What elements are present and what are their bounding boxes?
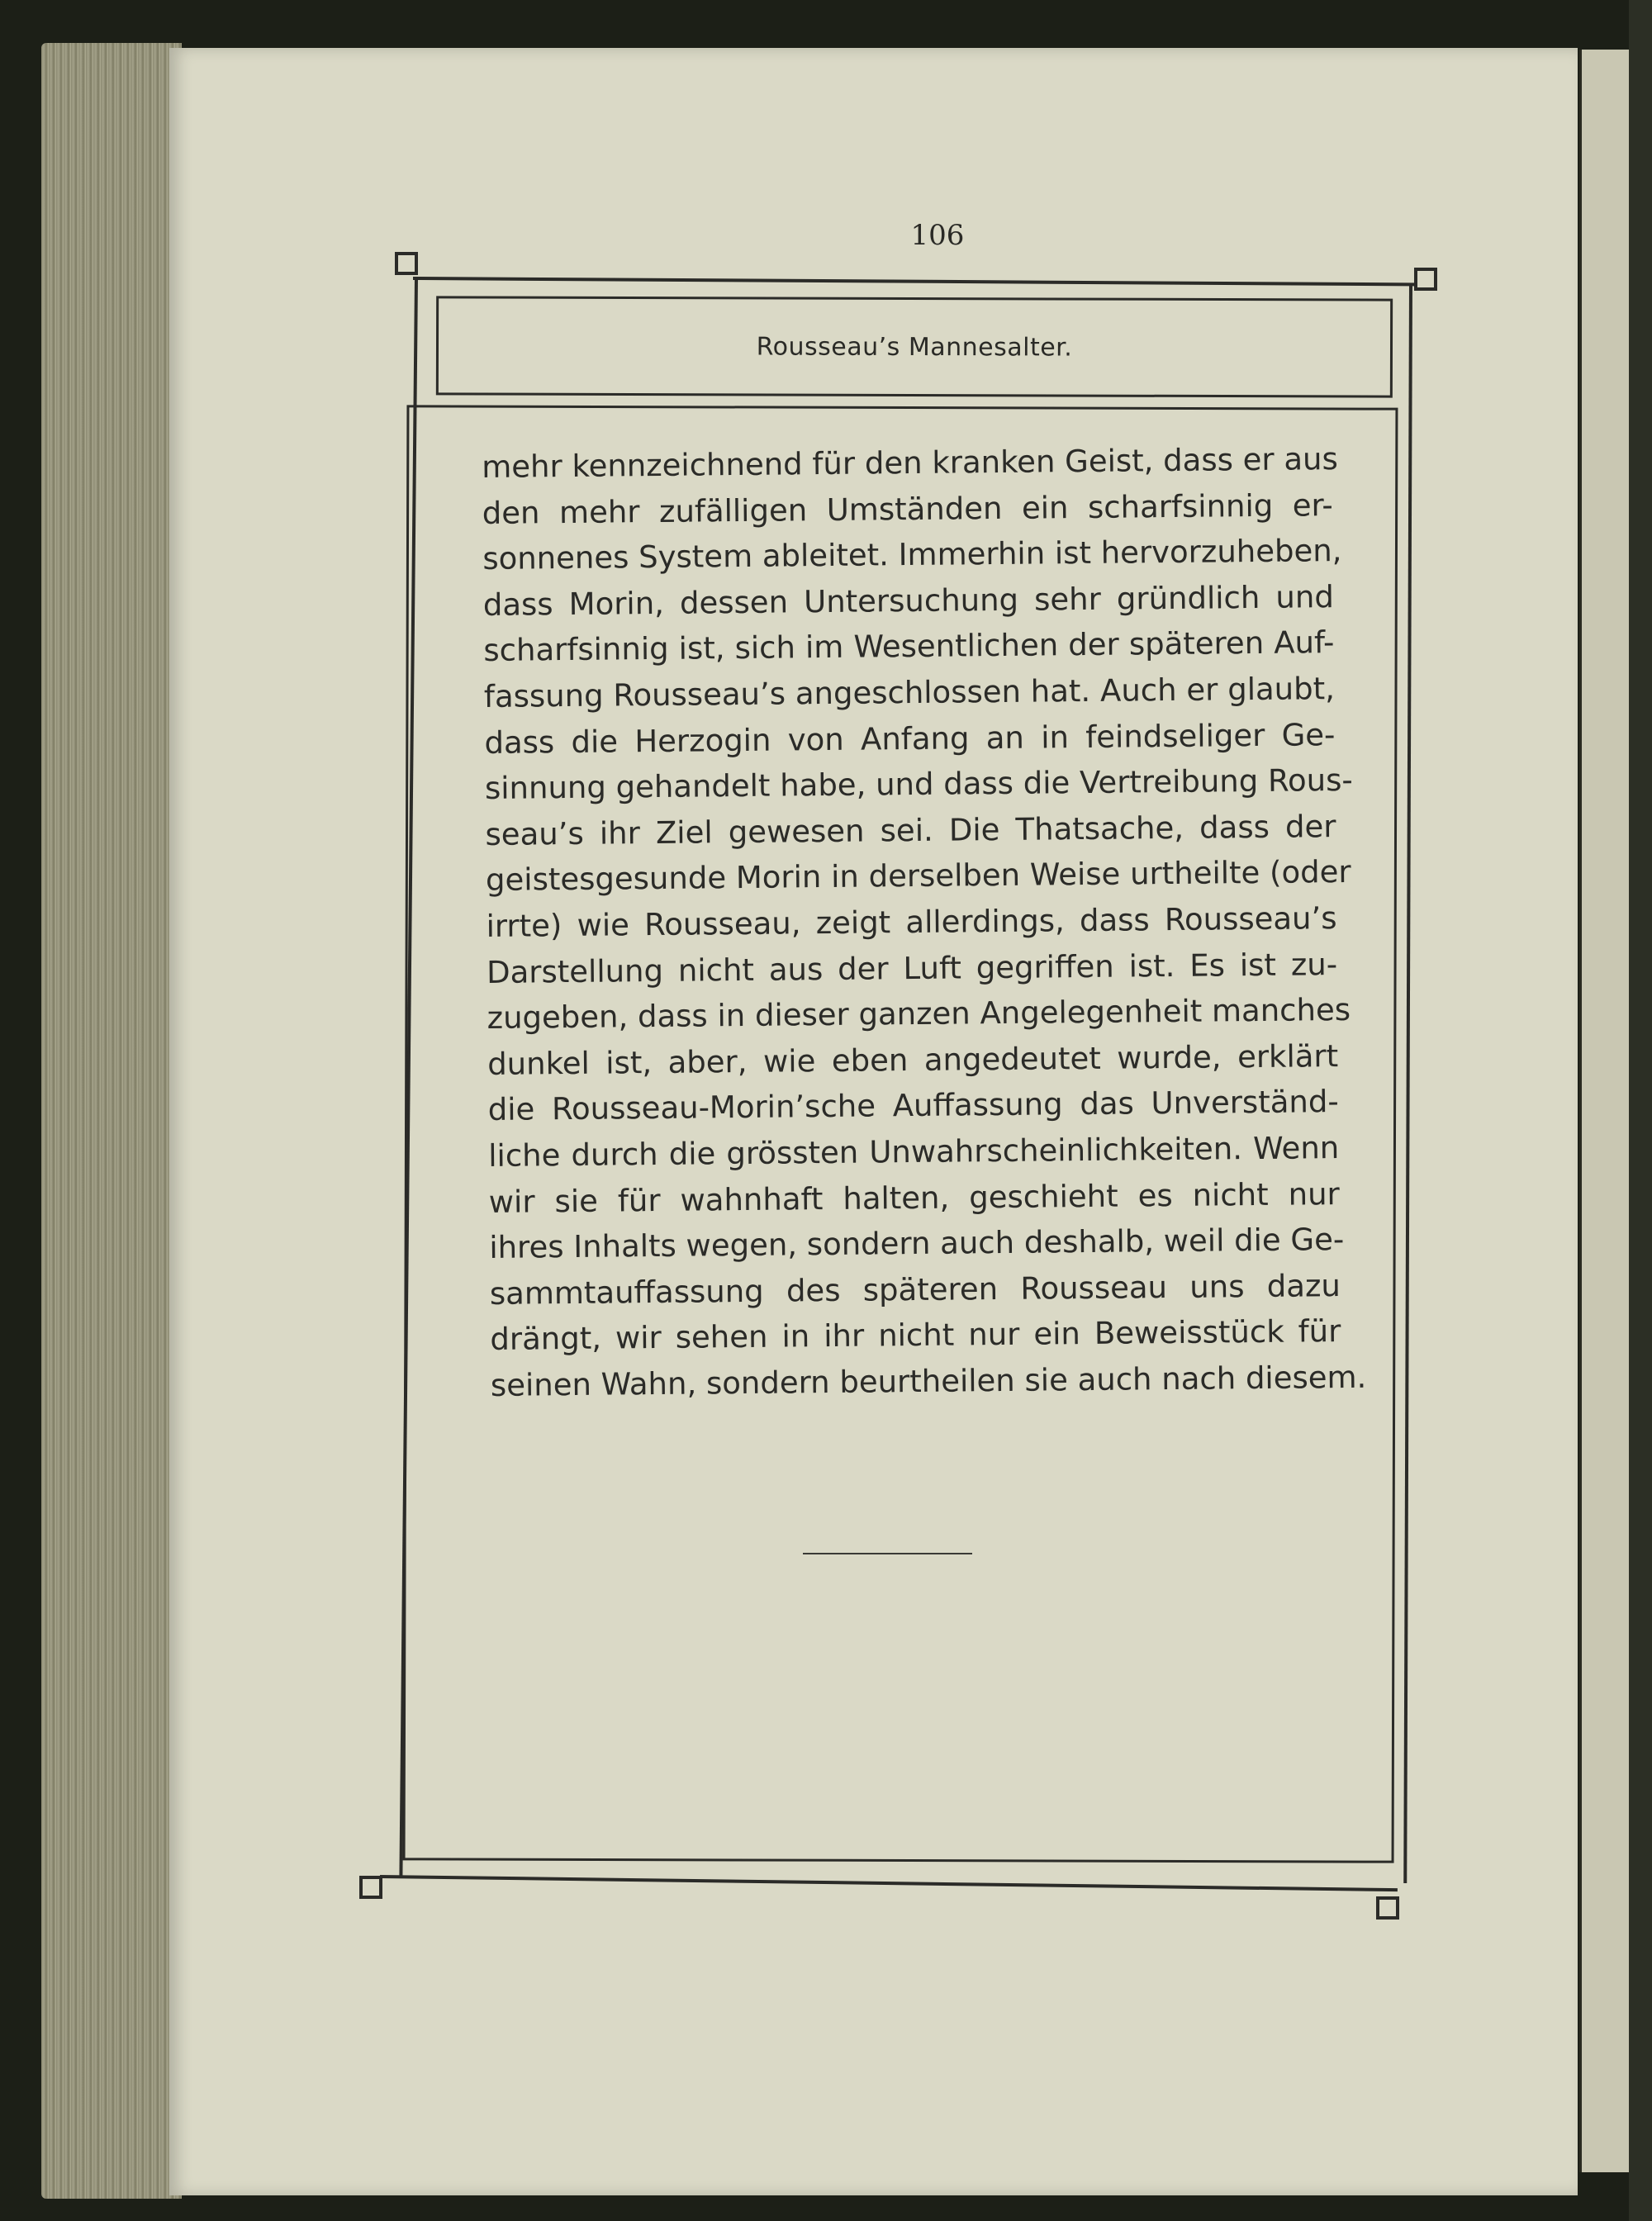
running-title: Rousseau’s Mannesalter. (756, 332, 1073, 363)
text-line: dass die Herzogin von Anfang an in feindseliger Ge- (484, 716, 1336, 761)
text-line: den mehr zufälligen Umständen ein scharfsinnig er- (482, 486, 1333, 531)
text-line: seau’s ihr Ziel gewesen sei. Die Thatsache, dass der (485, 808, 1336, 852)
text-line: sonnenes System ableitet. Immerhin ist hervorzuheben, (482, 533, 1342, 577)
text-line: wir sie für wahnhaft halten, geschieht es nicht nur (488, 1175, 1340, 1220)
text-line: seinen Wahn, sondern beurtheilen sie auch nach diesem. (490, 1359, 1367, 1403)
text-line: liche durch die grössten Unwahrscheinlichkeiten. Wenn (488, 1129, 1340, 1174)
text-line: scharfsinnig ist, sich im Wesentlichen der späteren Auf- (483, 624, 1335, 669)
text-line: sinnung gehandelt habe, und dass die Vertreibung Rous- (484, 762, 1353, 807)
text-line: die Rousseau-Morin’sche Auffassung das Unverständ- (487, 1084, 1339, 1128)
frame-corner-bottom-left (359, 1876, 382, 1899)
text-line: irrte) wie Rousseau, zeigt allerdings, dass Rousseau’s (486, 900, 1337, 944)
text-line: mehr kennzeichnend für den kranken Geist, dass er aus (482, 441, 1338, 485)
text-line: ihres Inhalts wegen, sondern auch deshalb, weil die Ge- (489, 1222, 1345, 1266)
text-line: zugeben, dass in dieser ganzen Angelegenheit manches (487, 992, 1351, 1037)
text-line: drängt, wir sehen in ihr nicht nur ein Beweisstück für (490, 1313, 1341, 1358)
book-page-edges (41, 43, 182, 2199)
text-line: Darstellung nicht aus der Luft gegriffen ist. Es ist zu- (486, 946, 1338, 990)
text-line: dunkel ist, aber, wie eben angedeutet wurde, erklärt (487, 1037, 1339, 1082)
facing-page-edge (1579, 50, 1631, 2172)
frame-corner-bottom-right (1376, 1896, 1399, 1920)
scan-background-strip (1629, 0, 1652, 2221)
body-text (482, 436, 1367, 1408)
text-line: dass Morin, dessen Untersuchung sehr gründlich und (482, 578, 1335, 623)
frame-corner-top-left (395, 252, 418, 275)
section-end-rule (803, 1553, 972, 1554)
running-header-box (436, 296, 1393, 397)
page-number: 106 (910, 219, 965, 252)
text-line: fassung Rousseau’s angeschlossen hat. Auch er glaubt, (483, 671, 1336, 714)
frame-corner-top-right (1414, 268, 1437, 291)
text-line: sammtauffassung des späteren Rousseau uns dazu (489, 1267, 1341, 1312)
text-line: geistesgesunde Morin in derselben Weise urtheilte (oder (485, 854, 1351, 899)
